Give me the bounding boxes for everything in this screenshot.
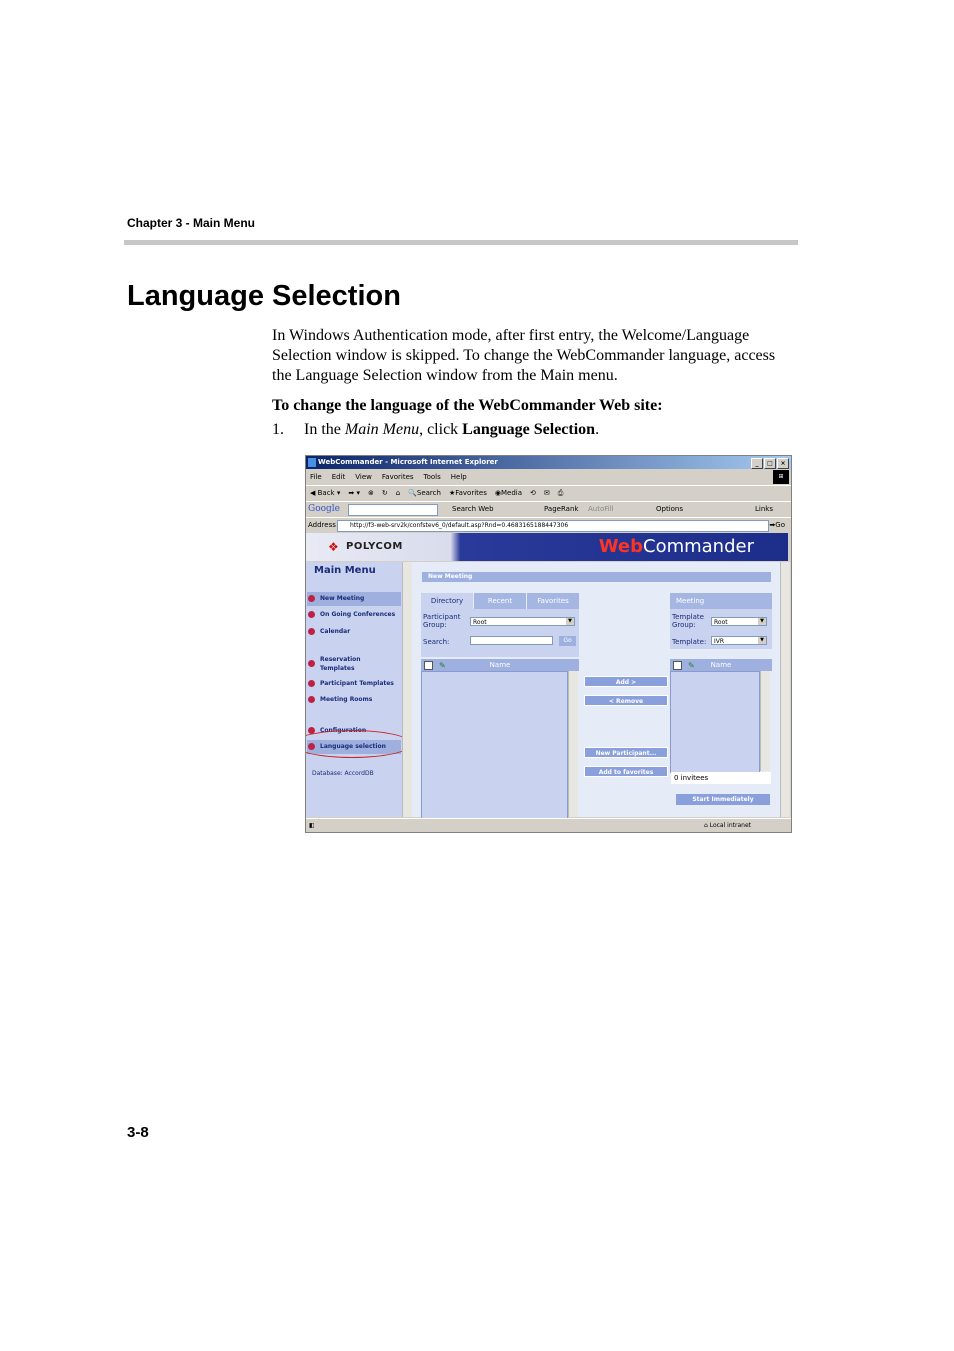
menu-item-meeting-rooms[interactable] <box>307 693 401 707</box>
close-icon[interactable]: × <box>777 458 789 469</box>
meeting-panel <box>670 593 772 659</box>
media-button[interactable]: ◉Media <box>494 489 522 497</box>
participant-group-select[interactable] <box>470 617 575 626</box>
bullet-icon <box>308 696 315 703</box>
start-immediately-button[interactable]: Start Immediately <box>676 794 770 805</box>
media-label: Media <box>500 489 522 497</box>
bullet-icon <box>308 595 315 602</box>
menu-item-reservation-templates[interactable] <box>307 654 401 674</box>
tab-directory[interactable]: Directory <box>421 593 473 609</box>
links-item[interactable]: Links <box>755 505 773 513</box>
history-icon[interactable]: ⟲ <box>530 489 536 497</box>
meeting-panel-body <box>670 609 772 649</box>
bullet-icon <box>308 611 315 618</box>
windows-flag-icon: ⊞ <box>773 470 789 484</box>
template-label: Template: <box>672 638 707 646</box>
chevron-down-icon: ▼ <box>566 618 574 625</box>
window-titlebar <box>306 456 791 469</box>
menu-item-label: Calendar <box>320 628 351 635</box>
mail-icon[interactable]: ✉ <box>543 489 550 497</box>
security-zone: ⌂ Local intranet <box>704 822 751 829</box>
meeting-list-scrollbar[interactable] <box>760 671 770 771</box>
meeting-column-header <box>670 659 772 671</box>
step-text-post: . <box>595 421 600 438</box>
address-go-button[interactable]: ➡Go <box>769 521 785 529</box>
menu-edit[interactable]: Edit <box>331 473 346 481</box>
intro-paragraph: In Windows Authentication mode, after first entry, the Welcome/Language Selection window is skipped. To change the WebCommander language, access the Language Selection window from the Main menu. <box>272 327 776 384</box>
database-label: Database: AccordDB <box>312 770 374 777</box>
favorites-label: Favorites <box>455 489 487 497</box>
participant-group-value: Root <box>473 619 487 626</box>
autofill-item[interactable]: AutoFill <box>588 505 614 513</box>
template-group-select[interactable] <box>711 617 767 626</box>
home-icon[interactable]: ⌂ <box>395 489 401 497</box>
invitees-count: 0 invitees <box>671 772 771 784</box>
app-name-commander: Commander <box>643 536 754 557</box>
address-label: Address <box>308 521 336 529</box>
stop-icon[interactable]: ⊗ <box>367 489 374 497</box>
page-status-icon: ◧ <box>309 822 315 829</box>
name-column-label: Name <box>489 661 511 669</box>
step-text-mid: , click <box>419 421 463 438</box>
browser-toolbar <box>306 485 792 501</box>
tab-favorites[interactable]: Favorites <box>527 593 579 609</box>
meeting-header: Meeting <box>670 593 772 609</box>
participant-group-label-1: Participant <box>423 613 461 621</box>
print-icon[interactable]: ⎙ <box>557 489 564 497</box>
google-search-web[interactable]: Search Web <box>452 505 494 513</box>
menu-file[interactable]: File <box>310 473 322 481</box>
zone-label: Local intranet <box>709 822 751 829</box>
participant-icon: ✎ <box>439 661 446 670</box>
template-group-label-1: Template <box>672 613 704 621</box>
menu-item-label-line2: Templates <box>320 665 355 672</box>
step-number: 1. <box>272 421 284 438</box>
back-button[interactable]: ◀ Back ▾ <box>310 489 341 497</box>
polycom-brand: POLYCOM <box>346 541 403 552</box>
chevron-down-icon: ▼ <box>758 637 766 644</box>
search-button[interactable]: 🔍Search <box>408 489 441 497</box>
app-name-web: Web <box>598 536 643 557</box>
add-to-favorites-button[interactable]: Add to favorites <box>584 766 668 777</box>
main-pane <box>412 562 780 817</box>
window-title: WebCommander - Microsoft Internet Explorer <box>318 458 498 466</box>
polycom-logo-icon: ❖ <box>328 540 339 554</box>
address-input[interactable]: http://f3-web-srv2k/confstev6_0/default.asp?Rnd=0.4683165188447306 <box>337 520 769 532</box>
webcommander-logo <box>599 536 754 557</box>
chapter-header: Chapter 3 - Main Menu <box>127 216 256 230</box>
address-go-label: Go <box>775 521 785 529</box>
bullet-icon <box>308 660 315 667</box>
google-logo: Google <box>308 504 340 514</box>
step-text-bold: Language Selection <box>462 421 596 438</box>
participant-group-label-2: Group: <box>423 621 447 629</box>
meeting-participants-list[interactable] <box>670 671 760 773</box>
back-label: Back <box>317 489 335 497</box>
directory-list-scrollbar[interactable] <box>568 671 578 817</box>
search-go-button[interactable]: Go <box>559 636 576 646</box>
main-menu-title: Main Menu <box>314 565 376 576</box>
menu-item-label: Meeting Rooms <box>320 696 373 703</box>
page-number: 3-8 <box>127 1124 149 1141</box>
bullet-icon <box>308 680 315 687</box>
menu-bar <box>306 470 780 484</box>
status-bar <box>306 818 791 833</box>
directory-column-header <box>421 659 579 671</box>
google-search-input[interactable] <box>348 504 438 516</box>
search-label: Search: <box>423 638 450 646</box>
menu-item-label: On Going Conferences <box>320 611 396 618</box>
menu-item-label: Participant Templates <box>320 680 394 687</box>
procedure-step-1 <box>272 421 599 439</box>
address-bar <box>306 517 791 533</box>
page-title: Language Selection <box>127 280 401 312</box>
template-group-label-2: Group: <box>672 621 696 629</box>
template-group-value: Root <box>714 619 728 626</box>
remove-button[interactable]: < Remove <box>584 695 668 706</box>
chevron-down-icon: ▼ <box>758 618 766 625</box>
menu-view[interactable]: View <box>355 473 372 481</box>
maximize-icon[interactable]: □ <box>764 458 776 469</box>
step-text-pre: In the <box>304 421 345 438</box>
menu-item-label: Configuration <box>320 727 367 734</box>
template-value: IVR <box>714 638 725 645</box>
search-label: Search <box>416 489 441 497</box>
menu-item-label: Reservation <box>320 656 361 663</box>
forward-icon[interactable]: ➡ ▾ <box>348 489 360 497</box>
procedure-heading: To change the language of the WebCommander Web site: <box>272 397 663 414</box>
minimize-icon[interactable]: _ <box>751 458 763 469</box>
ie-icon <box>308 458 316 467</box>
template-select[interactable] <box>711 636 767 645</box>
menu-help[interactable]: Help <box>450 473 467 481</box>
webcommander-screenshot <box>305 455 792 833</box>
favorites-button[interactable]: ★Favorites <box>448 489 487 497</box>
add-button[interactable]: Add > <box>584 676 668 687</box>
menu-item-label: New Meeting <box>320 595 365 602</box>
tab-recent[interactable]: Recent <box>474 593 526 609</box>
page-scrollbar[interactable] <box>780 562 790 817</box>
options-item[interactable]: Options <box>656 505 684 513</box>
menu-item-calendar[interactable] <box>307 625 401 639</box>
menu-item-ongoing-conferences[interactable] <box>307 608 401 622</box>
google-toolbar <box>306 501 791 517</box>
sidebar-scrollbar[interactable] <box>402 562 412 817</box>
menu-item-new-meeting[interactable] <box>307 592 401 606</box>
main-menu-sidebar <box>306 562 402 817</box>
header-rule <box>124 240 798 245</box>
menu-item-participant-templates[interactable] <box>307 677 401 691</box>
webcommander-banner <box>306 533 788 561</box>
step-text-em: Main Menu <box>344 421 420 438</box>
directory-list[interactable] <box>421 671 568 819</box>
name-column-label: Name <box>710 661 732 669</box>
new-meeting-header: New Meeting <box>422 572 771 582</box>
pagerank-item[interactable]: PageRank <box>544 505 579 513</box>
directory-search-input[interactable] <box>470 636 553 645</box>
new-participant-button[interactable]: New Participant... <box>584 747 668 758</box>
menu-favorites[interactable]: Favorites <box>381 473 414 481</box>
refresh-icon[interactable]: ↻ <box>381 489 388 497</box>
participant-icon: ✎ <box>688 661 695 670</box>
directory-panel <box>421 609 579 657</box>
bullet-icon <box>308 628 315 635</box>
menu-tools[interactable]: Tools <box>423 473 441 481</box>
menu-item-label: Language selection <box>320 743 386 750</box>
